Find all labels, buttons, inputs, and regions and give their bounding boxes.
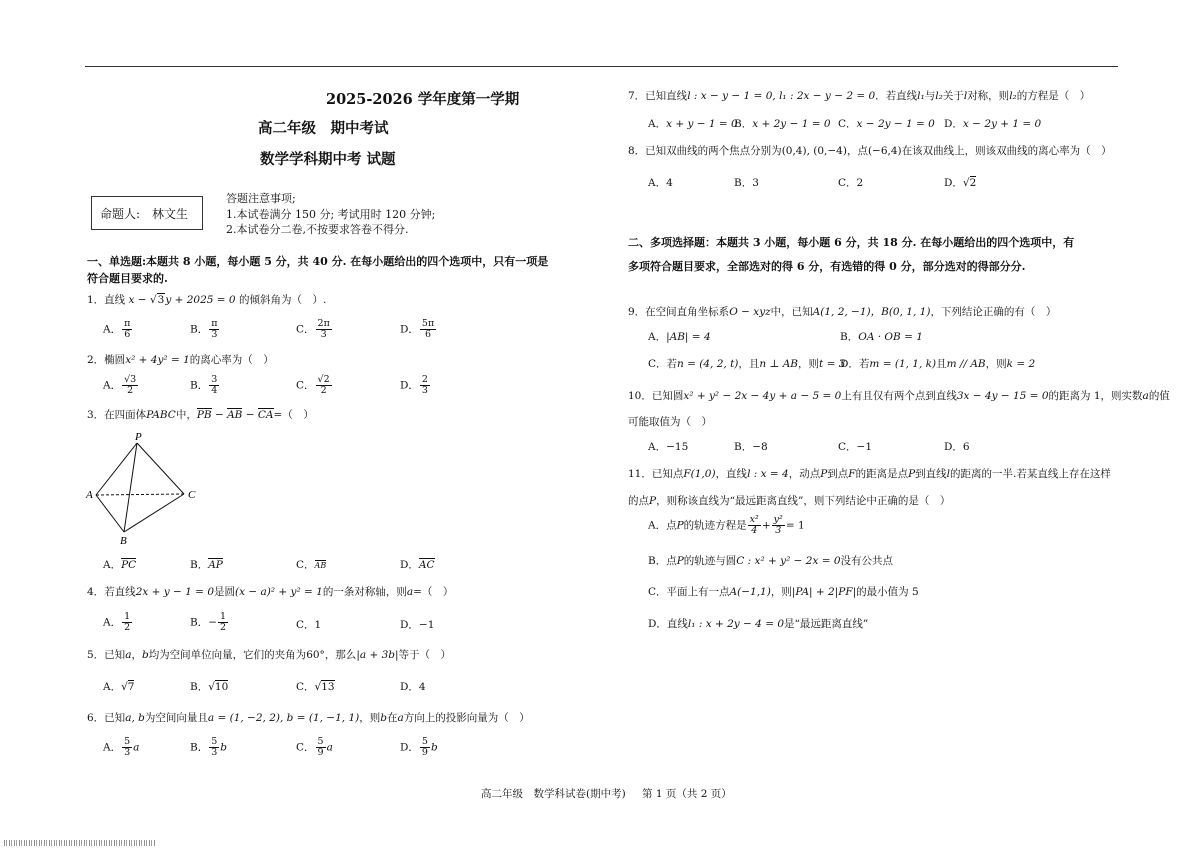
q8-option-d[interactable]: D．√2 — [944, 177, 977, 189]
q5-option-a[interactable]: A．√7 — [103, 681, 135, 693]
title-year: 2025-2026 学年度第一学期 — [326, 91, 520, 108]
label-b: B — [120, 535, 127, 547]
q10-stem-line2: 可能取值为（ ） — [628, 416, 712, 428]
notes-item-1: 1.本试卷满分 150 分; 考试用时 120 分钟; — [226, 208, 436, 221]
q9-option-a[interactable]: A．|AB| = 4 — [648, 331, 711, 343]
q10-option-c[interactable]: C．−1 — [838, 441, 873, 453]
label-a: A — [86, 489, 93, 501]
q9-option-d[interactable]: D．若m = (1, 1, k)且m // AB，则k = 2 — [840, 358, 1036, 370]
q2-option-c[interactable]: C． $\frac{√2}{2}$ — [296, 374, 330, 396]
q2-option-d[interactable]: D． $\frac{2}{3}$ — [400, 374, 428, 396]
q8-option-a[interactable]: A．4 — [648, 177, 673, 189]
label-p: P — [135, 431, 142, 443]
q8-stem: 8．已知双曲线的两个焦点分别为(0,4), (0,−4)，点(−6,4)在该双曲线上，则该双曲线的离心率为（ ） — [628, 145, 1112, 157]
q2-option-b[interactable]: B． $\frac{3}{4}$ — [190, 374, 218, 396]
q4-option-d[interactable]: D．−1 — [400, 619, 435, 631]
barcode-strip — [4, 840, 156, 846]
section1-line1: 一、单选题:本题共 8 小题，每小题 5 分，共 40 分. 在每小题给出的四个选项中，只有一项是 — [87, 255, 549, 268]
q8-option-b[interactable]: B．3 — [734, 177, 759, 189]
q10-option-a[interactable]: A．−15 — [648, 441, 689, 453]
q9-stem: 9．在空间直角坐标系O − xyz中，已知A(1, 2, −1)，B(0, 1, 1)，下列结论正确的有（ ） — [628, 306, 1057, 318]
q6-option-a[interactable]: A． $\frac{5}{3}$ a — [103, 736, 140, 758]
q4-option-a[interactable]: A． $\frac{1}{2}$ — [103, 611, 131, 633]
q3-option-b[interactable]: B．AP — [190, 559, 223, 571]
section2-line2: 多项符合题目要求，全部选对的得 6 分，有选错的得 0 分，部分选对的得部分分. — [628, 260, 1026, 273]
q11-option-c[interactable]: C．平面上有一点A(−1,1)，则|PA| + 2|PF|的最小值为 5 — [648, 586, 919, 598]
tetrahedron-figure — [80, 428, 210, 550]
edge-pc — [137, 443, 184, 494]
q5-option-b[interactable]: B．√10 — [190, 681, 229, 693]
author-label: 命题人: — [100, 206, 141, 221]
q1-option-b[interactable]: B． $\frac{\pi}{3}$ — [190, 318, 218, 340]
title-grade: 高二年级 期中考试 — [258, 120, 389, 137]
q5-option-d[interactable]: D．4 — [400, 681, 426, 693]
q3-option-a[interactable]: A．PC — [103, 559, 137, 571]
q4-option-c[interactable]: C．1 — [296, 619, 322, 631]
author-name: 林文生 — [152, 206, 189, 221]
label-c: C — [188, 489, 196, 501]
q11-option-a[interactable]: A．点P的轨迹方程是 $\frac{\text{x²}}{4}$ + $\frac{\text{y²}}{3}$ = 1 — [648, 514, 805, 536]
q1-stem: 1．直线 x − √3y + 2025 = 0 的倾斜角为（ ）. — [87, 294, 327, 306]
edge-ab — [96, 495, 124, 532]
notes-heading: 答题注意事项; — [226, 192, 296, 205]
q10-stem-line1: 10．已知圆x² + y² − 2x − 4y + a − 5 = 0上有且仅有两个点到直线3x − 4y − 15 = 0的距离为 1，则实数a的值 — [628, 390, 1170, 402]
q4-option-b[interactable]: B．− $\frac{1}{2}$ — [190, 611, 227, 633]
author-box — [91, 196, 203, 230]
q4-stem: 4．若直线2x + y − 1 = 0是圆(x − a)² + y² = 1的一条对称轴，则a=（ ） — [87, 586, 454, 598]
q10-option-b[interactable]: B．−8 — [734, 441, 768, 453]
q9-option-b[interactable]: B．OA · OB = 1 — [840, 331, 923, 343]
q10-option-d[interactable]: D．6 — [944, 441, 970, 453]
q6-stem: 6．已知a, b为空间向量且a = (1, −2, 2), b = (1, −1, 1)，则b在a方向上的投影向量为（ ） — [87, 712, 530, 724]
q7-option-b[interactable]: B．x + 2y − 1 = 0 — [734, 118, 831, 130]
notes-item-2: 2.本试卷分二卷,不按要求答卷不得分. — [226, 223, 409, 236]
q3-option-c[interactable]: C．AB — [296, 559, 327, 571]
q5-stem: 5．已知a，b均为空间单位向量，它们的夹角为60°，那么|a + 3b|等于（ ） — [87, 649, 452, 661]
edge-bc — [124, 494, 184, 532]
q9-option-c[interactable]: C．若n = (4, 2, t)，且n ⊥ AB，则t = 3 — [648, 358, 846, 370]
q7-option-c[interactable]: C．x − 2y − 1 = 0 — [838, 118, 935, 130]
footer-left: 高二年级 数学科试卷(期中考) — [481, 788, 626, 800]
q11-option-d[interactable]: D．直线l₁ : x + 2y − 4 = 0是“最远距离直线” — [648, 618, 869, 630]
q7-stem: 7．已知直线l : x − y − 1 = 0, l₁ : 2x − y − 2 = 0．若直线l₁与l₂关于l对称，则l₂的方程是（ ） — [628, 90, 1091, 102]
q8-option-c[interactable]: C．2 — [838, 177, 864, 189]
section2-line1: 二、多项选择题：本题共 3 小题，每小题 6 分，共 18 分. 在每小题给出的四个选项中，有 — [628, 236, 1075, 249]
q2-option-a[interactable]: A． $\frac{√3}{2}$ — [103, 374, 137, 396]
q1-option-c[interactable]: C． $\frac{2\pi}{3}$ — [296, 318, 330, 340]
q6-option-d[interactable]: D． $\frac{5}{9}$ b — [400, 736, 438, 758]
q11-stem-line2: 的点P，则称该直线为“最远距离直线”，则下列结论中正确的是（ ） — [628, 495, 951, 507]
top-rule — [85, 66, 1118, 67]
footer-right: 第 1 页（共 2 页） — [642, 788, 732, 800]
q1-option-a[interactable]: A． $\frac{\pi}{6}$ — [103, 318, 131, 340]
title-subject: 数学学科期中考 试题 — [260, 151, 396, 168]
section1-line2: 符合题目要求的. — [87, 272, 168, 285]
q11-option-b[interactable]: B．点P的轨迹与圆C : x² + y² − 2x = 0没有公共点 — [648, 555, 894, 567]
edge-ac-hidden — [96, 494, 184, 495]
q2-stem: 2．椭圆x² + 4y² = 1的离心率为（ ） — [87, 354, 274, 366]
q7-option-d[interactable]: D．x − 2y + 1 = 0 — [944, 118, 1042, 130]
q3-option-d[interactable]: D．AC — [400, 559, 435, 571]
q6-option-b[interactable]: B． $\frac{5}{3}$ b — [190, 736, 227, 758]
q6-option-c[interactable]: C． $\frac{5}{9}$ a — [296, 736, 333, 758]
q1-option-d[interactable]: D． $\frac{5\pi}{6}$ — [400, 318, 435, 340]
q5-option-c[interactable]: C．√13 — [296, 681, 335, 693]
q7-option-a[interactable]: A．x + y − 1 = 0 — [648, 118, 738, 130]
q3-stem: 3．在四面体PABC中，PB − AB − CA=（ ） — [87, 409, 314, 421]
q11-stem-line1: 11．已知点F(1,0)，直线l : x = 4，动点P到点F的距离是点P到直线l的距离的一半.若某直线上存在这样 — [628, 468, 1111, 480]
